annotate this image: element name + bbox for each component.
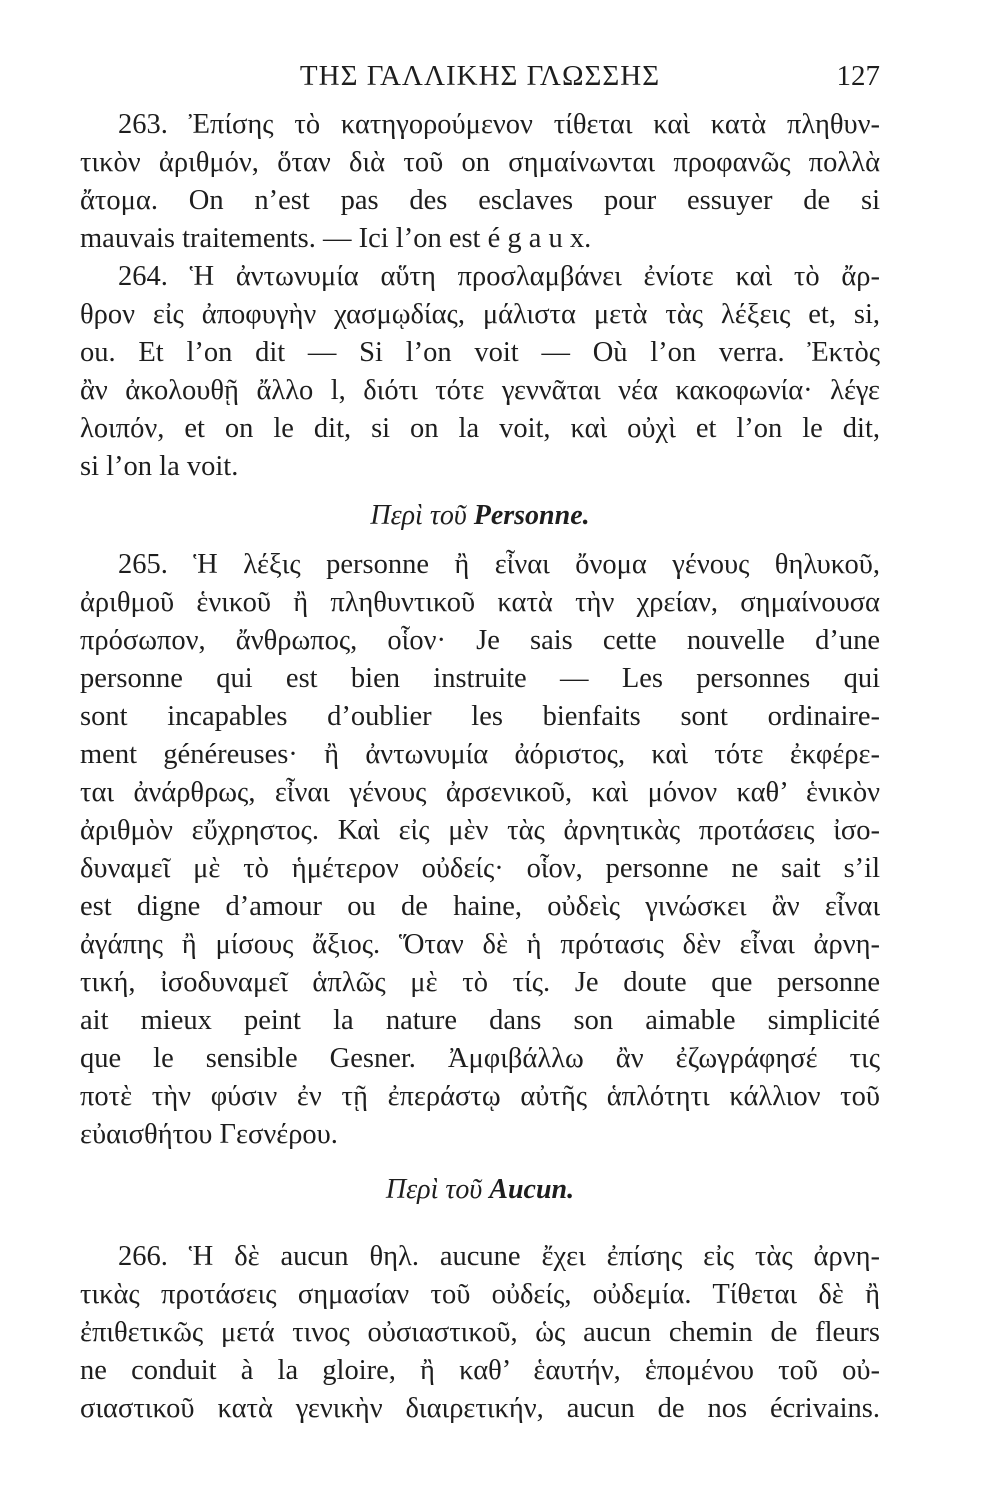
text-line: ἀριθμοῦ ἑνικοῦ ἢ πληθυντικοῦ κατὰ τὴν χρείαν, σημαίνουσα [80,587,880,618]
text-line: ται ἀνάρθρως, εἶναι γένους ἀρσενικοῦ, καὶ μόνον καθ’ ἑνικὸν [80,777,880,808]
text-line: personne qui est bien instruite — Les personnes qui [80,663,880,694]
text-line: τικὰς προτάσεις σημασίαν τοῦ οὐδείς, οὐδεμία. Τίθεται δὲ ἢ [80,1279,880,1310]
text-line: si l’on la voit. [80,451,239,482]
text-line: ait mieux peint la nature dans son aimable simplicité [80,1005,880,1036]
section-266 [80,1238,880,1428]
text-line: ne conduit à la gloire, ἢ καθ’ ἑαυτήν, ἑπομένου τοῦ οὐ- [80,1355,880,1386]
heading-word: Personne. [473,500,590,531]
text-line: 266. Ἡ δὲ aucun θηλ. aucune ἔχει ἐπίσης εἰς τὰς ἀρνη- [118,1241,880,1272]
text-line: 264. Ἡ ἀντωνυμία αὕτη προσλαμβάνει ἐνίοτε καὶ τὸ ἄρ- [118,261,880,292]
text-line: que le sensible Gesner. Ἀμφιβάλλω ἂν ἐζωγράφησέ τις [80,1043,880,1074]
section-263 [80,106,880,258]
text-line: θρον εἰς ἀποφυγὴν χασμῳδίας, μάλιστα μετὰ τὰς λέξεις et, si, [80,299,880,330]
heading-greek: Περὶ τοῦ [385,1174,483,1205]
text-line: σιαστικοῦ κατὰ γενικὴν διαιρετικήν, aucun de nos écrivains. [80,1393,880,1424]
text-line: ἀγάπης ἢ μίσους ἄξιος. Ὅταν δὲ ἡ πρότασις δὲν εἶναι ἀρνη- [80,929,880,960]
section-heading-aucun [80,1154,880,1238]
section-264 [80,258,880,486]
text-line: τική, ἰσοδυναμεῖ ἁπλῶς μὲ τὸ τίς. Je doute que personne [80,967,880,998]
running-title: ΤΗΣ ΓΑΛΛΙΚΗΣ ΓΛΩΣΣΗΣ [299,60,661,92]
text-line: εὐαισθήτου Γεσνέρου. [80,1119,338,1150]
text-line: 265. Ἡ λέξις personne ἢ εἶναι ὄνομα γένους θηλυκοῦ, [118,549,880,580]
heading-word: Aucun. [489,1174,575,1205]
text-line: ἐπιθετικῶς μετά τινος οὐσιαστικοῦ, ὡς aucun chemin de fleurs [80,1317,880,1348]
text-line: ἄτομα. On n’est pas des esclaves pour essuyer de si [80,185,880,216]
page-header [80,60,880,100]
page-body [80,106,880,1428]
text-line: ment généreuses· ἢ ἀντωνυμία ἀόριστος, καὶ τότε ἐκφέρε- [80,739,880,770]
text-line: ou. Et l’on dit — Si l’on voit — Où l’on verra. Ἐκτὸς [80,337,880,368]
section-heading-personne [80,486,880,546]
text-line: τικὸν ἀριθμόν, ὅταν διὰ τοῦ on σημαίνωνται προφανῶς πολλὰ [80,147,880,178]
text-line: est digne d’amour ou de haine, οὐδεὶς γινώσκει ἂν εἶναι [80,891,880,922]
text-line: δυναμεῖ μὲ τὸ ἡμέτερον οὐδείς· οἷον, personne ne sait s’il [80,853,880,884]
text-line: λοιπόν, et on le dit, si on la voit, καὶ οὐχὶ et l’on le dit, [80,413,880,444]
text-line: ἂν ἀκολουθῇ ἄλλο l, διότι τότε γεννᾶται νέα κακοφωνία· λέγε [80,375,880,406]
page-number: 127 [836,60,880,92]
text-line: ποτὲ τὴν φύσιν ἐν τῇ ἐπεράστῳ αὐτῆς ἁπλότητι κάλλιον τοῦ [80,1081,880,1112]
text-line: πρόσωπον, ἄνθρωπος, οἷον· Je sais cette nouvelle d’une [80,625,880,656]
section-265 [80,546,880,1154]
text-line: mauvais traitements. — Ici l’on est é g a u x. [80,223,592,254]
text-line: sont incapables d’oublier les bienfaits sont ordinaire- [80,701,880,732]
text-line: 263. Ἐπίσης τὸ κατηγορούμενον τίθεται καὶ κατὰ πληθυν- [118,109,880,140]
text-line: ἀριθμὸν εὔχρηστος. Καὶ εἰς μὲν τὰς ἀρνητικὰς προτάσεις ἰσο- [80,815,880,846]
heading-greek: Περὶ τοῦ [370,500,467,531]
